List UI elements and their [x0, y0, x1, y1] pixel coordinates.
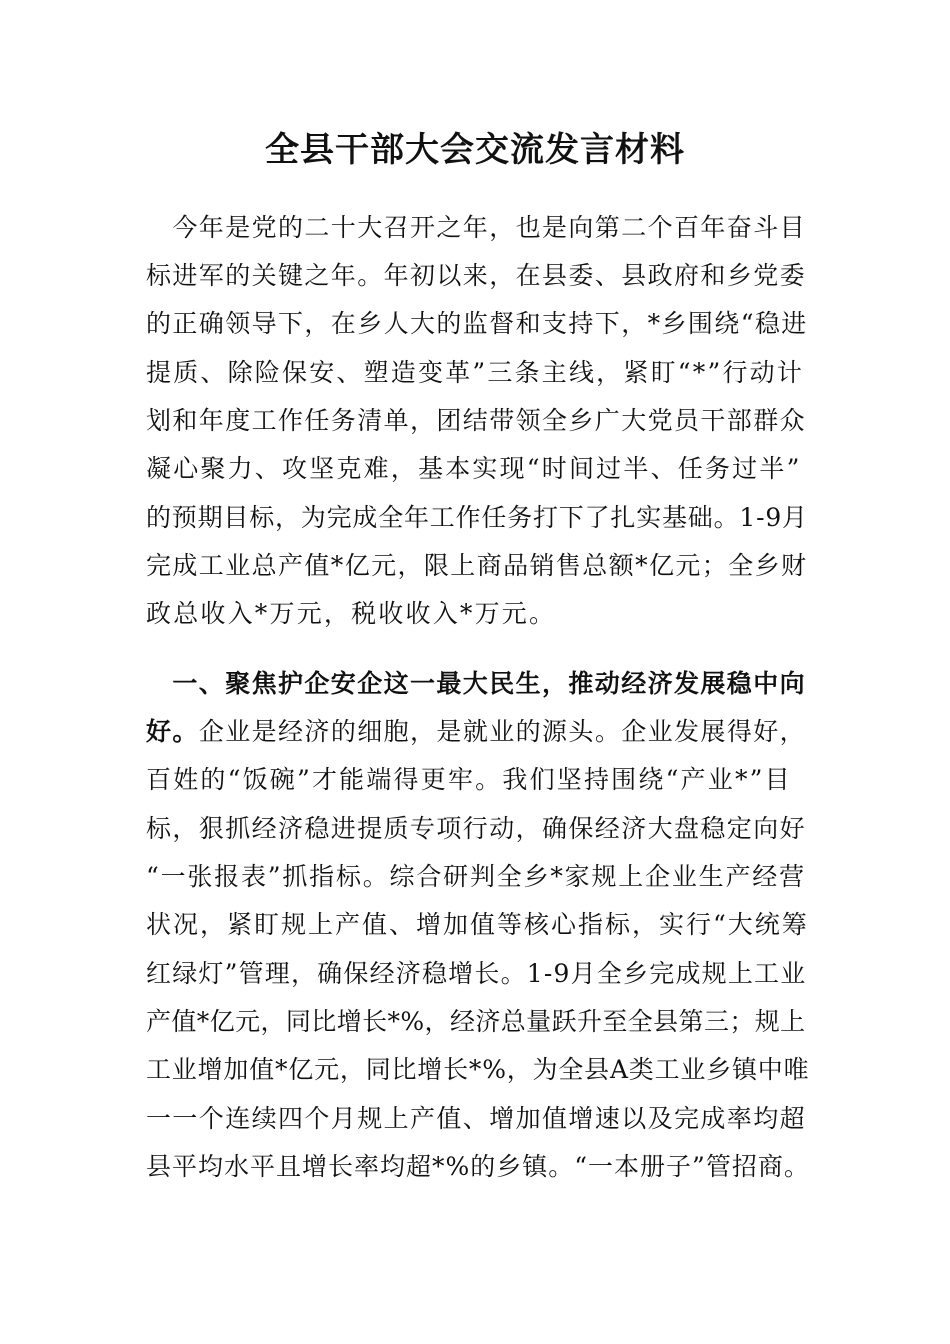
section-heading-line: [146, 716, 806, 748]
paragraph-line: 标进军的关键之年。年初以来，在县委、县政府和乡党委: [146, 261, 807, 290]
section-body-start: 企业是经济的细胞，是就业的源头。企业发展得好，: [198, 717, 807, 746]
paragraph-line: 政总收入*万元，税收收入*万元。: [146, 599, 557, 628]
paragraph-line: 的正确领导下，在乡人大的监督和支持下，*乡围绕“稳进: [146, 309, 808, 338]
paragraph-line: 百姓的“饭碗”才能端得更牢。我们坚持围绕“产业*”目: [146, 765, 792, 794]
paragraph-line: 的预期目标，为完成全年工作任务打下了扎实基础。1-9月: [146, 503, 808, 532]
paragraph-line: 提质、除险保安、塑造变革”三条主线，紧盯“*”行动计: [146, 358, 805, 387]
section-heading: 一、聚焦护企安企这一最大民生，推动经济发展稳中向: [146, 669, 807, 698]
paragraph-line: “一张报表”抓指标。综合研判全乡*家规上企业生产经营: [146, 862, 806, 891]
paragraph-line: 凝心聚力、攻坚克难，基本实现“时间过半、任务过半”: [146, 454, 802, 483]
paragraph-line: 今年是党的二十大召开之年，也是向第二个百年奋斗目: [146, 213, 807, 242]
paragraph-line: 一一个连续四个月规上产值、增加值增速以及完成率均超: [146, 1104, 807, 1133]
paragraph-line: 划和年度工作任务清单，团结带领全乡广大党员干部群众: [146, 406, 807, 435]
paragraph-line: 标，狠抓经济稳进提质专项行动，确保经济大盘稳定向好: [146, 814, 807, 843]
section-heading-end: 好。: [146, 717, 199, 746]
document-title: 全县干部大会交流发言材料: [265, 130, 685, 170]
paragraph-line: 县平均水平且增长率均超*%的乡镇。“一本册子”管招商。: [146, 1152, 810, 1181]
paragraph-line: 完成工业总产值*亿元，限上商品销售总额*亿元；全乡财: [146, 551, 808, 580]
paragraph-line: 产值*亿元，同比增长*%，经济总量跃升至全县第三；规上: [146, 1007, 806, 1036]
paragraph-line: 红绿灯”管理，确保经济稳增长。1-9月全乡完成规上工业: [146, 959, 807, 988]
paragraph-line: 状况，紧盯规上产值、增加值等核心指标，实行“大统筹: [146, 910, 809, 939]
paragraph-line: 工业增加值*亿元，同比增长*%，为全县A类工业乡镇中唯: [146, 1055, 810, 1084]
